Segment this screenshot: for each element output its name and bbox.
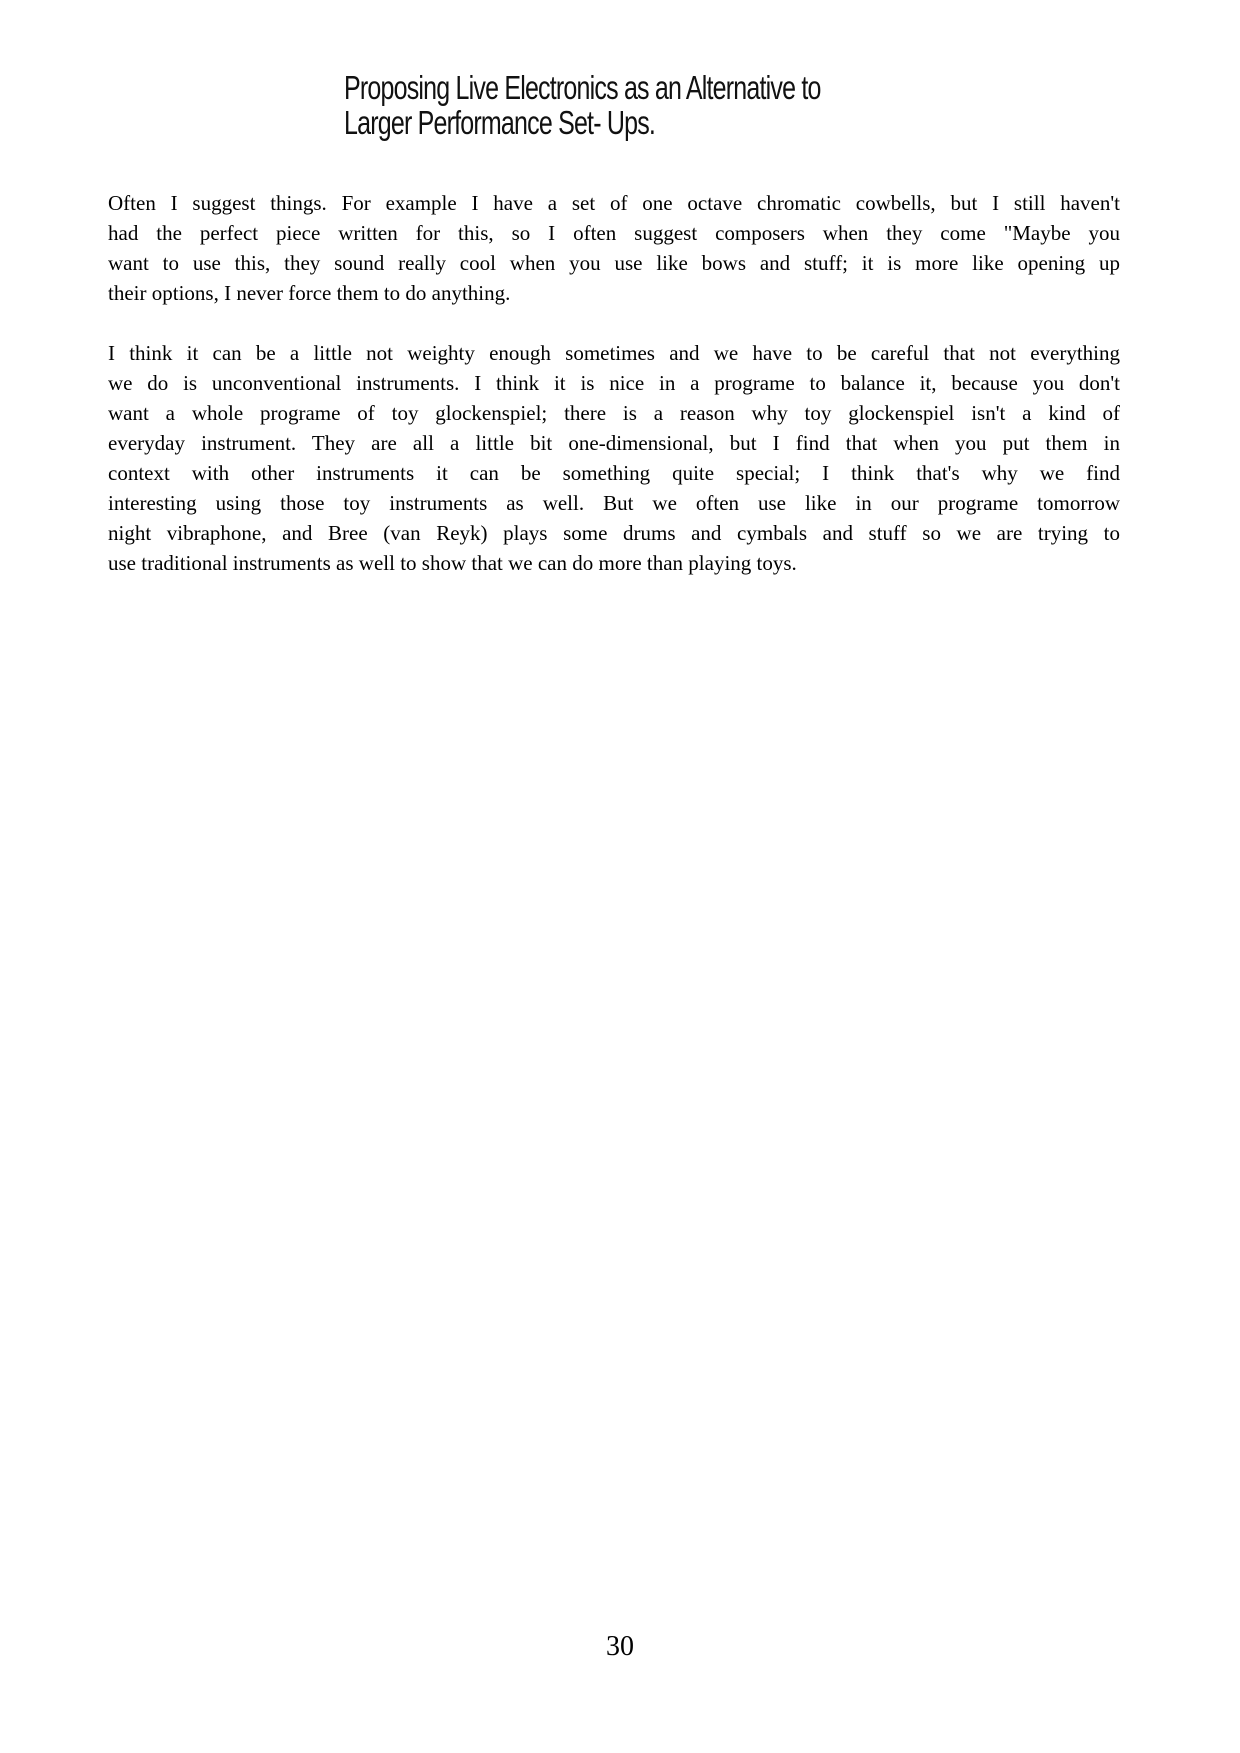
- text-line: use traditional instruments as well to show that we can do more than playing toys.: [108, 551, 797, 575]
- text-line: Often I suggest things. For example I have a set of one octave chromatic cowbells, but I still haven't: [108, 191, 1120, 215]
- text-line: interesting using those toy instruments as well. But we often use like in our programe tomorrow: [108, 491, 1120, 515]
- paragraph: [108, 338, 1120, 578]
- text-line: context with other instruments it can be something quite special; I think that's why we find: [108, 461, 1120, 485]
- text-line: want a whole programe of toy glockenspiel; there is a reason why toy glockenspiel isn't a kind of: [108, 401, 1120, 425]
- text-line: I think it can be a little not weighty enough sometimes and we have to be careful that not everything: [108, 341, 1120, 365]
- text-line: want to use this, they sound really cool when you use like bows and stuff; it is more like opening up: [108, 251, 1120, 275]
- title-line-2: Larger Performance Set- Ups.: [344, 104, 656, 142]
- body-text: [108, 188, 1120, 608]
- page-number: 30: [606, 1631, 634, 1662]
- text-line: night vibraphone, and Bree (van Reyk) plays some drums and cymbals and stuff so we are trying to: [108, 521, 1120, 545]
- text-line: their options, I never force them to do anything.: [108, 281, 511, 305]
- page-title: [344, 69, 821, 142]
- text-line: we do is unconventional instruments. I think it is nice in a programe to balance it, because you don't: [108, 371, 1120, 395]
- text-line: everyday instrument. They are all a little bit one-dimensional, but I find that when you put them in: [108, 431, 1120, 455]
- text-line: had the perfect piece written for this, so I often suggest composers when they come "Maybe you: [108, 221, 1120, 245]
- paragraph: [108, 188, 1120, 308]
- title-line-1: Proposing Live Electronics as an Alternative to: [344, 69, 821, 107]
